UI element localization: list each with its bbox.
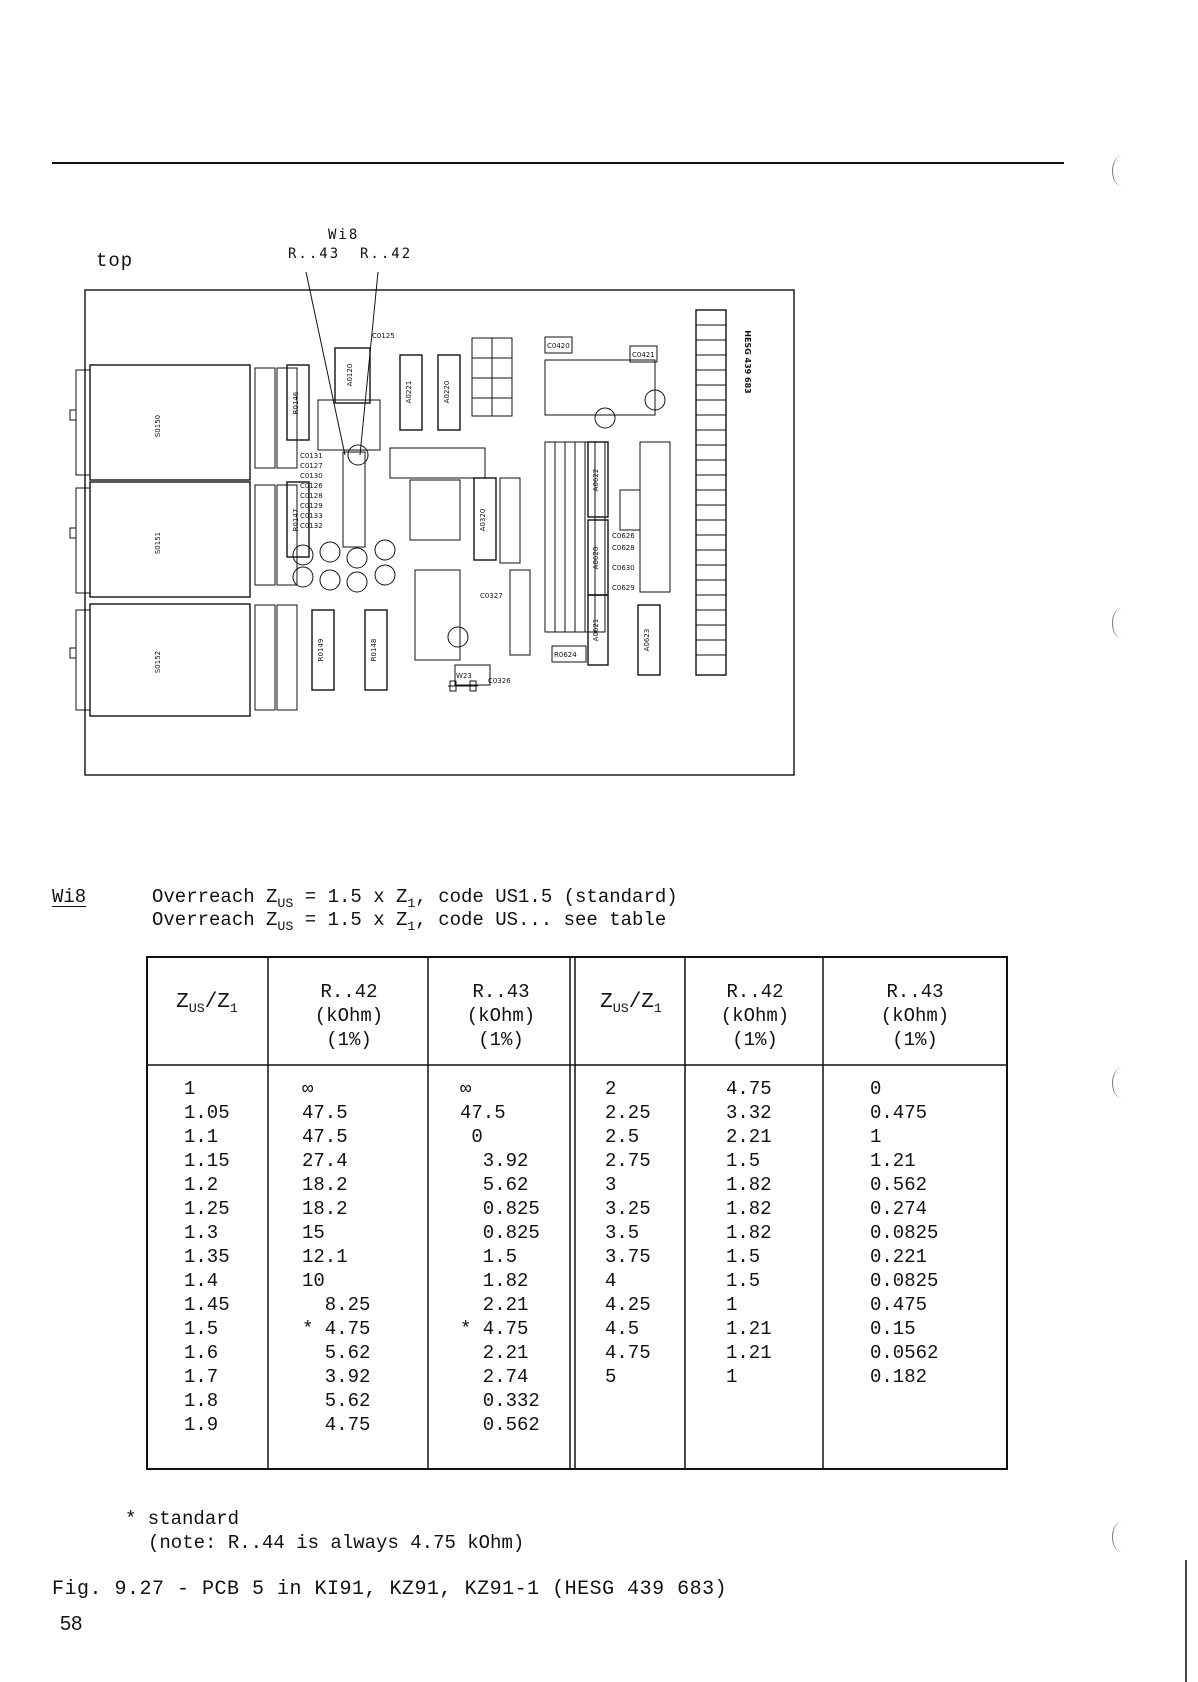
chip-label: W23 [456, 672, 472, 680]
figure-caption: Fig. 9.27 - PCB 5 in KI91, KZ91, KZ91-1 (HESG 439 683) [52, 1578, 728, 1601]
r43-column-left [460, 1077, 540, 1437]
table-cell: 4.75 [605, 1342, 651, 1364]
jumper-w23 [448, 672, 478, 691]
r43-column-right [870, 1077, 938, 1389]
chip-label: A0120 [346, 363, 354, 387]
text: 1 [229, 1001, 238, 1016]
cap-label: C0326 [488, 677, 511, 685]
wi8-label: Wi8 [52, 886, 87, 908]
table-cell: 10 [302, 1270, 325, 1292]
text: (1%) [892, 1029, 938, 1051]
chip-label: A0622 [592, 468, 600, 492]
table-cell: 2.21 [460, 1342, 529, 1364]
socket-group [70, 365, 250, 716]
footnote-note: (note: R..44 is always 4.75 kOhm) [148, 1532, 525, 1554]
cap-label: C0628 [612, 544, 635, 552]
cap-label: C0131 [300, 452, 323, 460]
table-cell: 0.562 [870, 1174, 928, 1196]
text: US [277, 919, 294, 934]
text: Overreach Z [152, 886, 278, 908]
cap-label: C0421 [632, 351, 655, 359]
ratio-column-left [184, 1077, 230, 1437]
text: (kOhm) [880, 1005, 950, 1027]
table-cell: 3.92 [460, 1150, 529, 1172]
text: (kOhm) [466, 1005, 536, 1027]
table-cell: 1.82 [726, 1198, 772, 1220]
table-cell: 8.25 [302, 1294, 371, 1316]
chip-label: A0220 [443, 380, 451, 404]
table-cell: 4 [605, 1270, 617, 1292]
table-cell: 0.15 [870, 1318, 916, 1340]
binding-mark [1112, 156, 1131, 186]
text: (1%) [732, 1029, 778, 1051]
table-cell: 0.562 [460, 1414, 540, 1436]
table-cell: 0.825 [460, 1198, 540, 1220]
chip-label: R0147 [292, 508, 300, 532]
table-cell: 0 [870, 1078, 882, 1100]
table-cell: 3.92 [302, 1366, 371, 1388]
table-cell: 1.9 [184, 1414, 219, 1436]
chip-label: R0624 [554, 651, 577, 659]
table-cell: 1.8 [184, 1390, 219, 1412]
text: US [188, 1001, 205, 1016]
table-cell: 1.15 [184, 1150, 230, 1172]
wire-label: Wi8 [328, 227, 360, 243]
socket-label: S0151 [154, 531, 162, 555]
header-rule [52, 162, 1064, 164]
side-label: top [96, 250, 134, 272]
table-cell: 2 [605, 1078, 617, 1100]
edge-connector [696, 310, 752, 675]
table-cell: 1.5 [726, 1246, 761, 1268]
table-cell: ∞ [460, 1078, 472, 1100]
table-cell: 4.75 [302, 1414, 371, 1436]
socket-label: S0152 [154, 650, 162, 674]
table-cell: 0.0825 [870, 1222, 939, 1244]
cap-column [300, 452, 365, 547]
header-r43-right [825, 980, 1005, 1052]
table-cell: * 4.75 [302, 1318, 371, 1340]
table-cell: 47.5 [302, 1102, 348, 1124]
table-cell: 3 [605, 1174, 617, 1196]
table-cell: 4.75 [726, 1078, 772, 1100]
chip-group-right [372, 332, 670, 675]
table-cell: 1.21 [726, 1342, 772, 1364]
table-cell: 0 [460, 1126, 483, 1148]
cap-label: C0626 [612, 532, 635, 540]
header-r42-right [687, 980, 823, 1052]
table-cell: 12.1 [302, 1246, 348, 1268]
table-cell: 27.4 [302, 1150, 348, 1172]
cap-label: C0420 [547, 342, 570, 350]
text: US [612, 1001, 629, 1016]
table-cell: 5.62 [302, 1342, 371, 1364]
table-cell: 0.332 [460, 1390, 540, 1412]
scan-edge [1185, 1560, 1187, 1682]
table-cell: 1.05 [184, 1102, 230, 1124]
socket-label: S0150 [154, 414, 162, 438]
table-cell: 15 [302, 1222, 325, 1244]
text: R..42 [726, 981, 784, 1003]
table-cell: 18.2 [302, 1198, 348, 1220]
table-cell: 1.6 [184, 1342, 219, 1364]
table-cell: 0.0562 [870, 1342, 939, 1364]
table-cell: 1.5 [726, 1150, 761, 1172]
table-cell: 1 [870, 1126, 882, 1148]
ratio-column-right [605, 1077, 651, 1389]
chip-label: R0149 [317, 638, 325, 662]
footnote-standard: * standard [125, 1508, 240, 1530]
table-cell: 0.475 [870, 1294, 928, 1316]
table-cell: 1.82 [460, 1270, 529, 1292]
table-cell: 1.3 [184, 1222, 219, 1244]
text: = 1.5 x Z [293, 909, 408, 931]
table-cell: 1.82 [726, 1222, 772, 1244]
overreach-line-2 [152, 908, 666, 932]
cap-label: C0629 [612, 584, 635, 592]
table-cell: 4.5 [605, 1318, 640, 1340]
table-cell: 0.221 [870, 1246, 928, 1268]
text: /Z [628, 991, 654, 1014]
chip-label: A0621 [592, 618, 600, 642]
text: 1 [653, 1001, 662, 1016]
chip-label: R0148 [370, 638, 378, 662]
table-cell: 1 [726, 1366, 738, 1388]
table-cell: 1 [726, 1294, 738, 1316]
text: (1%) [478, 1029, 524, 1051]
text: Z [176, 991, 189, 1014]
table-cell: 1.4 [184, 1270, 219, 1292]
table-cell: 0.0825 [870, 1270, 939, 1292]
table-cell: 1.7 [184, 1366, 219, 1388]
header-ratio-right [577, 990, 685, 1015]
overreach-line-1 [152, 885, 678, 909]
table-cell: 3.5 [605, 1222, 640, 1244]
table-cell: 47.5 [302, 1126, 348, 1148]
text: (1%) [326, 1029, 372, 1051]
table-cell: 2.74 [460, 1366, 529, 1388]
chip-label: A0623 [643, 628, 651, 652]
text: R..42 [320, 981, 378, 1003]
r42-label: R..42 [360, 246, 413, 262]
pcb-diagram [60, 270, 820, 790]
cap-label: C0129 [300, 502, 323, 510]
chip-label: A0221 [405, 380, 413, 404]
table-cell: 5.62 [302, 1390, 371, 1412]
text: = 1.5 x Z [293, 886, 408, 908]
table-cell: 1.1 [184, 1126, 219, 1148]
table-cell: 1 [184, 1078, 196, 1100]
chip-label: R0146 [292, 391, 300, 415]
cap-label: C0126 [300, 482, 323, 490]
cap-label: C0132 [300, 522, 323, 530]
chip-label: A0320 [479, 508, 487, 532]
table-cell: 0.274 [870, 1198, 928, 1220]
text: Overreach Z [152, 909, 278, 931]
table-cell: 5.62 [460, 1174, 529, 1196]
table-cell: 3.75 [605, 1246, 651, 1268]
cap-label: C0133 [300, 512, 323, 520]
cap-label: C0327 [480, 592, 503, 600]
text: R..43 [886, 981, 944, 1003]
text: 1 [407, 896, 416, 911]
table-cell: 1.5 [726, 1270, 761, 1292]
table-cell: 1.21 [870, 1150, 916, 1172]
r43-label: R..43 [288, 246, 341, 262]
header-r43-left [430, 980, 572, 1052]
text: /Z [204, 991, 230, 1014]
table-cell: 1.25 [184, 1198, 230, 1220]
table-cell: 3.32 [726, 1102, 772, 1124]
table-cell: 1.45 [184, 1294, 230, 1316]
table-cell: 3.25 [605, 1198, 651, 1220]
cap-label: C0125 [372, 332, 395, 340]
binding-mark [1112, 1068, 1131, 1098]
binding-mark [1112, 608, 1131, 638]
chip-label: A0620 [592, 546, 600, 570]
table-cell: 2.5 [605, 1126, 640, 1148]
cap-label: C0127 [300, 462, 323, 470]
table-cell: 1.5 [184, 1318, 219, 1340]
table-cell: 0.182 [870, 1366, 928, 1388]
cap-label: C0130 [300, 472, 323, 480]
text: (kOhm) [720, 1005, 790, 1027]
text: 1 [407, 919, 416, 934]
table-cell: 1.35 [184, 1246, 230, 1268]
binding-mark [1112, 1522, 1131, 1552]
table-cell: 0.825 [460, 1222, 540, 1244]
board-code: HESG 439 683 [743, 330, 752, 394]
text: , code US1.5 (standard) [415, 886, 678, 908]
header-r42-left [270, 980, 428, 1052]
text: , code US... see table [415, 909, 667, 931]
r42-column-right [726, 1077, 772, 1389]
page-number: 58 [60, 1613, 83, 1635]
r42-column-left [302, 1077, 370, 1437]
text: US [277, 896, 294, 911]
cap-label: C0630 [612, 564, 635, 572]
text: (kOhm) [314, 1005, 384, 1027]
text: Z [600, 991, 613, 1014]
pcb-outline [85, 290, 794, 775]
table-cell: 5 [605, 1366, 617, 1388]
table-cell: 1.21 [726, 1318, 772, 1340]
table-cell: 47.5 [460, 1102, 506, 1124]
table-cell: 2.75 [605, 1150, 651, 1172]
table-cell: * 4.75 [460, 1318, 529, 1340]
table-cell: 1.82 [726, 1174, 772, 1196]
table-cell: ∞ [302, 1078, 314, 1100]
table-cell: 18.2 [302, 1174, 348, 1196]
cap-label: C0128 [300, 492, 323, 500]
table-cell: 0.475 [870, 1102, 928, 1124]
table-cell: 2.21 [460, 1294, 529, 1316]
table-cell: 2.21 [726, 1126, 772, 1148]
table-cell: 1.2 [184, 1174, 219, 1196]
table-cell: 4.25 [605, 1294, 651, 1316]
header-ratio-left [147, 990, 267, 1015]
text: R..43 [472, 981, 530, 1003]
table-cell: 2.25 [605, 1102, 651, 1124]
diode-strips [255, 368, 297, 710]
chip-group-center [400, 355, 496, 560]
table-cell: 1.5 [460, 1246, 518, 1268]
